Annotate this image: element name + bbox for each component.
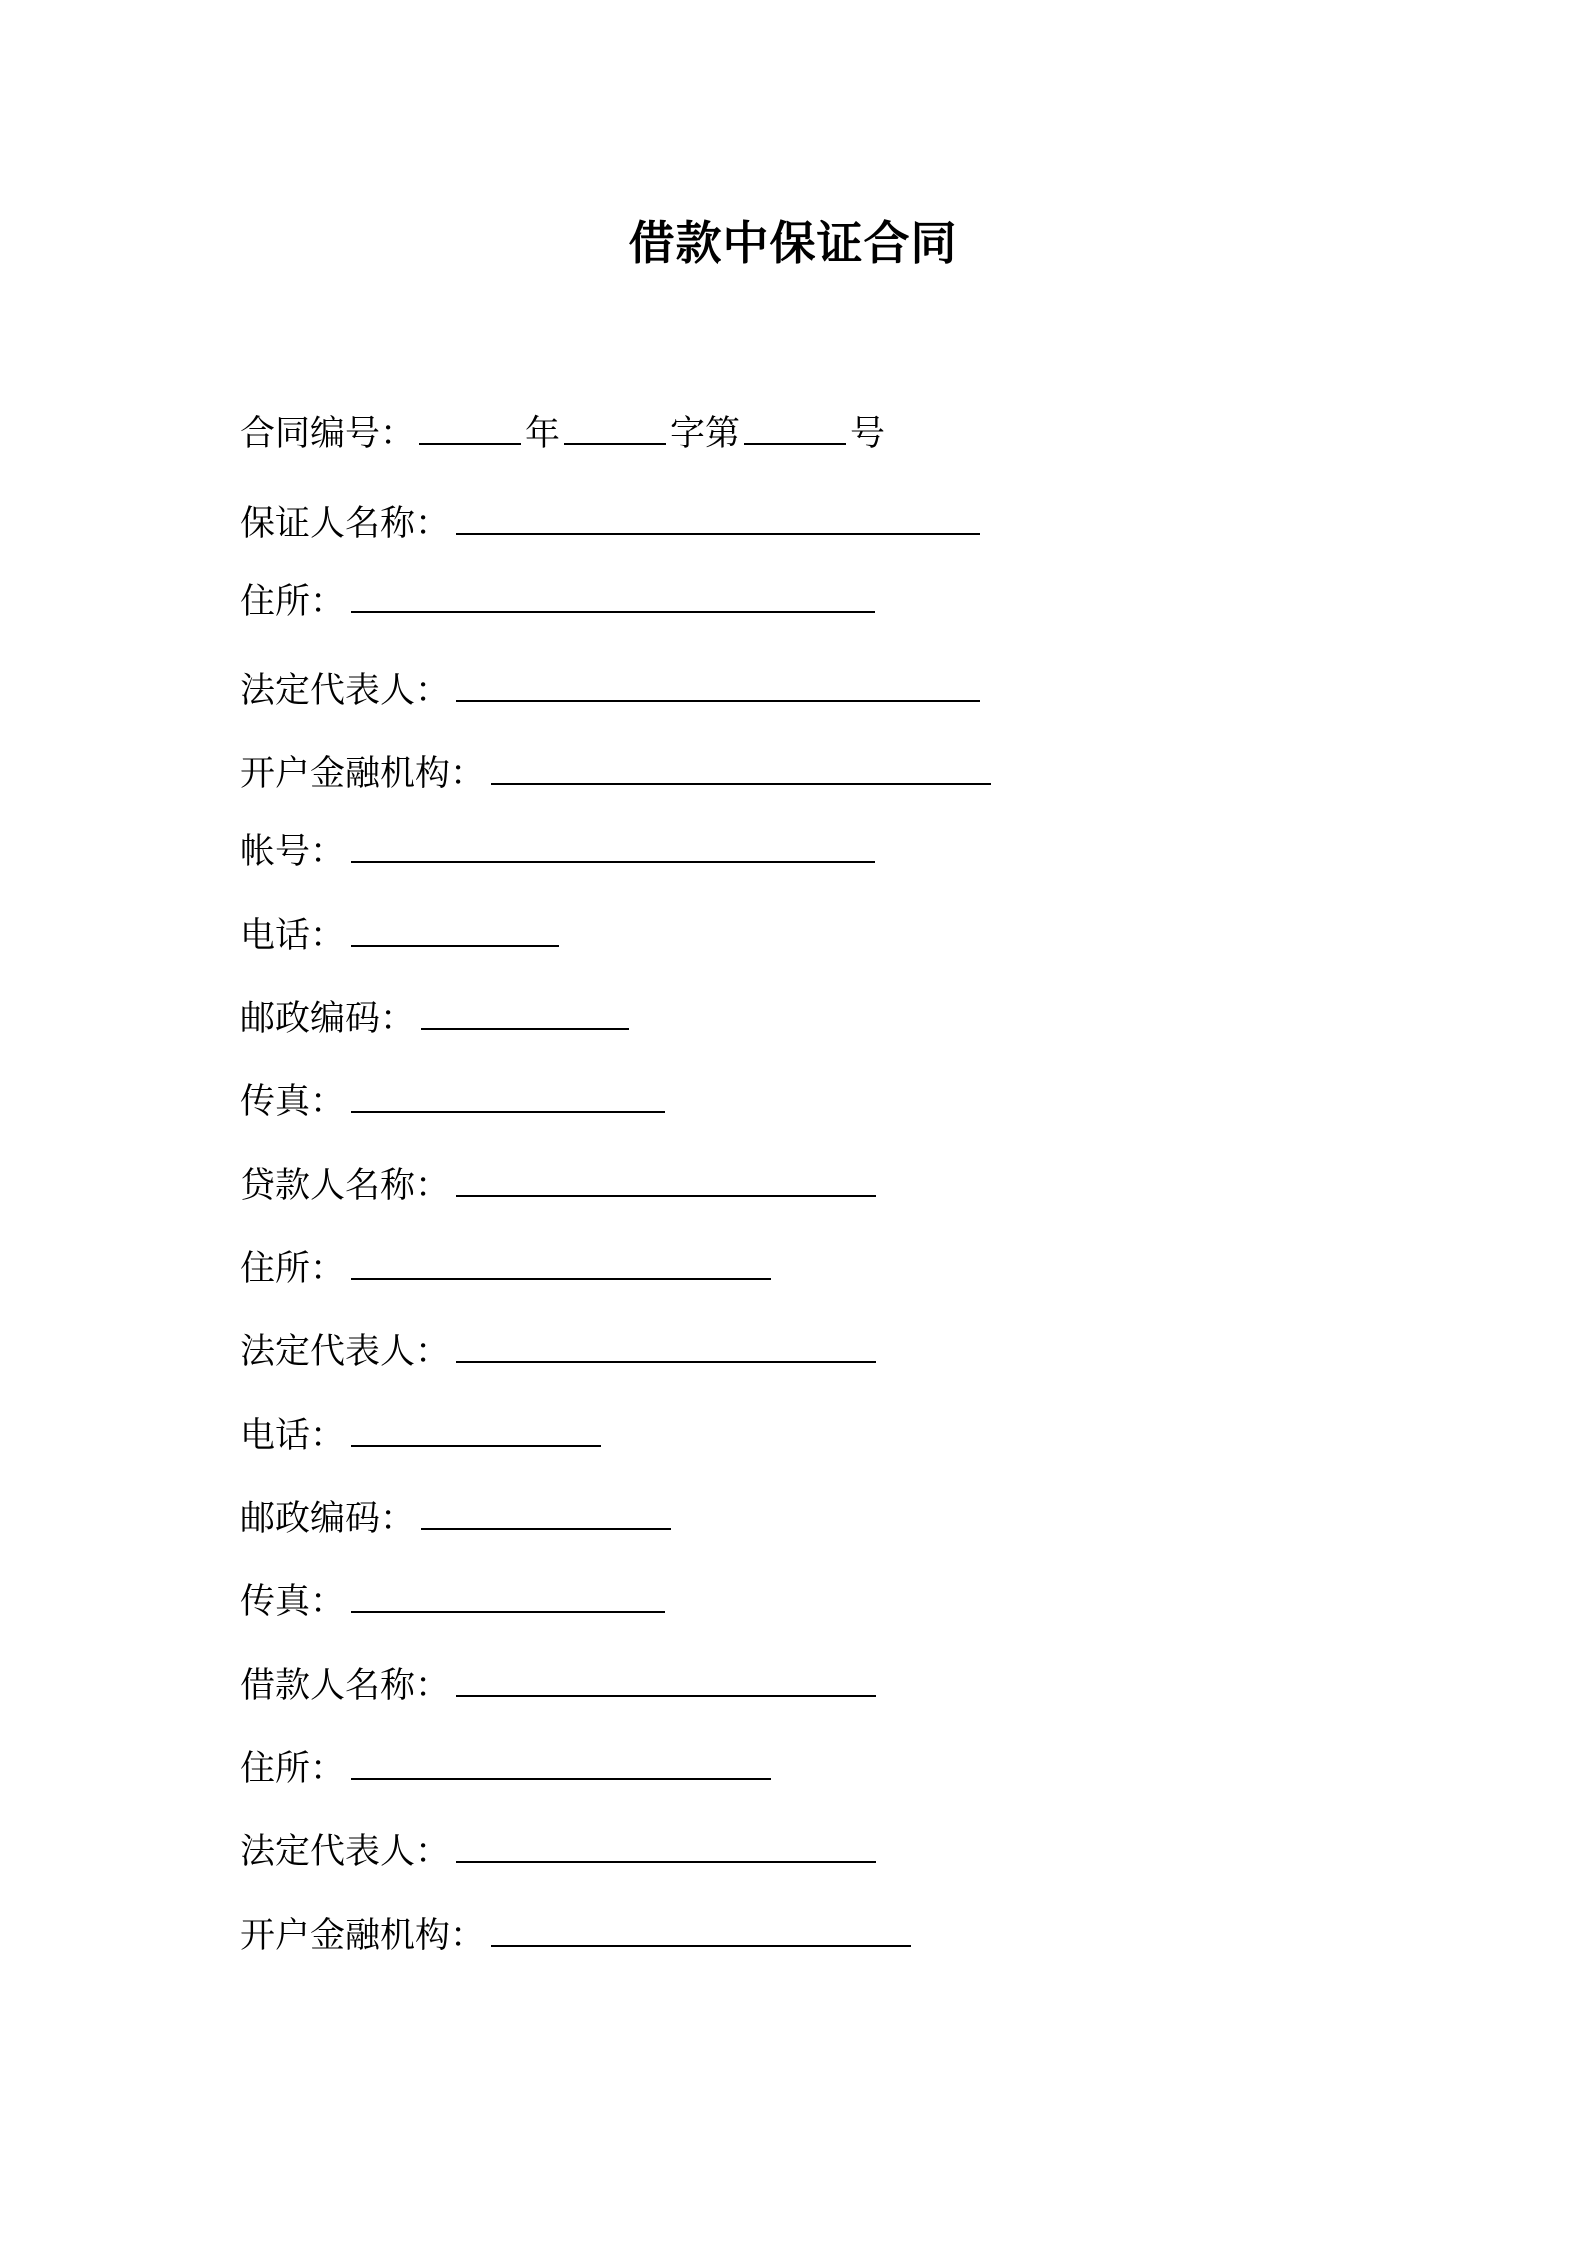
- guarantor-account-label: 帐号：: [240, 832, 346, 872]
- guarantor-legal-rep-row: [240, 667, 980, 715]
- contract-hao-text: 号: [850, 414, 886, 454]
- guarantor-phone-blank[interactable]: [351, 915, 559, 947]
- lender-address-row: [240, 1245, 771, 1293]
- borrower-address-row: [240, 1745, 771, 1793]
- borrower-legal-rep-row: [240, 1828, 876, 1876]
- guarantor-name-blank[interactable]: [456, 503, 980, 535]
- guarantor-fax-label: 传真：: [240, 1082, 346, 1122]
- lender-address-blank[interactable]: [351, 1248, 771, 1280]
- lender-name-row: [240, 1162, 876, 1210]
- guarantor-bank-blank[interactable]: [491, 753, 991, 785]
- lender-legal-rep-label: 法定代表人：: [240, 1332, 451, 1372]
- lender-postcode-blank[interactable]: [421, 1498, 671, 1530]
- lender-name-label: 贷款人名称：: [240, 1166, 451, 1206]
- borrower-name-label: 借款人名称：: [240, 1666, 451, 1706]
- borrower-bank-label: 开户金融机构：: [240, 1916, 486, 1956]
- guarantor-phone-row: [240, 912, 559, 960]
- lender-name-blank[interactable]: [456, 1165, 876, 1197]
- lender-phone-blank[interactable]: [351, 1415, 601, 1447]
- guarantor-fax-row: [240, 1078, 665, 1126]
- guarantor-name-label: 保证人名称：: [240, 504, 451, 544]
- guarantor-postcode-row: [240, 995, 629, 1043]
- lender-fax-label: 传真：: [240, 1582, 346, 1622]
- document-title: 借款中保证合同: [628, 216, 958, 270]
- borrower-legal-rep-label: 法定代表人：: [240, 1832, 451, 1872]
- guarantor-address-label: 住所：: [240, 582, 346, 622]
- guarantor-legal-rep-blank[interactable]: [456, 670, 980, 702]
- guarantor-phone-label: 电话：: [240, 916, 346, 956]
- guarantor-name-row: [240, 500, 980, 548]
- guarantor-postcode-blank[interactable]: [421, 998, 629, 1030]
- lender-fax-blank[interactable]: [351, 1581, 665, 1613]
- contract-number-row: [240, 410, 885, 458]
- lender-legal-rep-row: [240, 1328, 876, 1376]
- guarantor-fax-blank[interactable]: [351, 1081, 665, 1113]
- guarantor-legal-rep-label: 法定代表人：: [240, 671, 451, 711]
- contract-year-text: 年: [525, 414, 561, 454]
- borrower-address-blank[interactable]: [351, 1748, 771, 1780]
- guarantor-account-blank[interactable]: [351, 831, 875, 863]
- contract-number-label: 合同编号：: [240, 414, 416, 454]
- borrower-name-blank[interactable]: [456, 1665, 876, 1697]
- guarantor-bank-row: [240, 750, 991, 798]
- borrower-bank-blank[interactable]: [491, 1915, 911, 1947]
- contract-year-blank[interactable]: [419, 413, 521, 445]
- borrower-legal-rep-blank[interactable]: [456, 1831, 876, 1863]
- contract-zidi-text: 字第: [670, 414, 741, 454]
- guarantor-account-row: [240, 828, 875, 876]
- contract-no-blank[interactable]: [744, 413, 846, 445]
- lender-fax-row: [240, 1578, 665, 1626]
- guarantor-bank-label: 开户金融机构：: [240, 754, 486, 794]
- borrower-bank-row: [240, 1912, 911, 1960]
- borrower-address-label: 住所：: [240, 1749, 346, 1789]
- borrower-name-row: [240, 1662, 876, 1710]
- guarantor-address-blank[interactable]: [351, 581, 875, 613]
- lender-postcode-label: 邮政编码：: [240, 1499, 416, 1539]
- lender-postcode-row: [240, 1495, 671, 1543]
- lender-phone-row: [240, 1412, 601, 1460]
- lender-legal-rep-blank[interactable]: [456, 1331, 876, 1363]
- guarantor-address-row: [240, 578, 875, 626]
- lender-phone-label: 电话：: [240, 1416, 346, 1456]
- contract-zi-blank[interactable]: [564, 413, 666, 445]
- lender-address-label: 住所：: [240, 1249, 346, 1289]
- guarantor-postcode-label: 邮政编码：: [240, 999, 416, 1039]
